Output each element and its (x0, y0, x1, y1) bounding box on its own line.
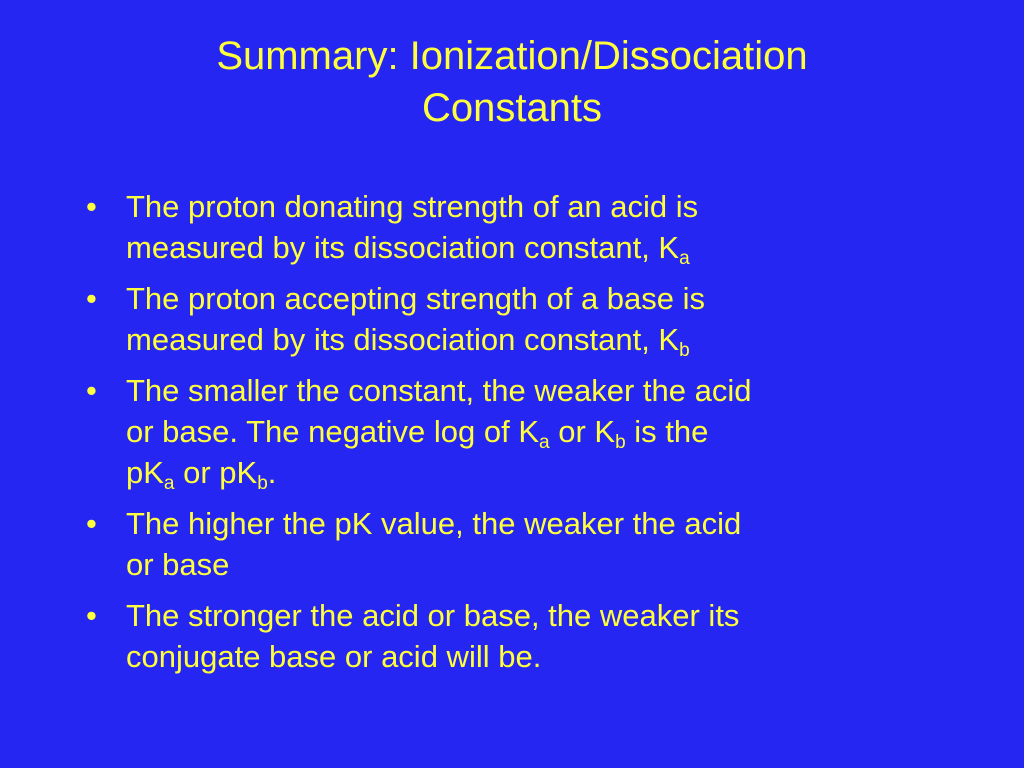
bullet-item (84, 370, 964, 493)
subscript: b (615, 432, 626, 453)
bullet-text: or base. The negative log of K (126, 414, 540, 449)
bullet-text: pK (126, 455, 164, 490)
bullet-item (84, 595, 964, 677)
bullet-item (84, 503, 964, 585)
subscript: a (679, 248, 690, 269)
bullet-text: is the (625, 414, 709, 449)
bullet-item (84, 186, 964, 268)
bullet-text-line: The proton accepting strength of a base is (126, 281, 706, 316)
bullet-text: measured by its dissociation constant, K (126, 230, 680, 265)
bullet-text: . (267, 455, 277, 490)
slide-title (60, 30, 964, 134)
bullet-text-line (126, 411, 964, 452)
subscript: b (257, 473, 268, 494)
bullet-text-line (126, 227, 964, 268)
bullet-text: or K (549, 414, 616, 449)
bullet-text-line: conjugate base or acid will be. (126, 639, 542, 674)
subscript: a (539, 432, 550, 453)
bullet-text-line: or base (126, 547, 230, 582)
bullet-item (84, 278, 964, 360)
bullet-text: or pK (174, 455, 258, 490)
bullet-dot-icon: • (86, 373, 97, 408)
bullet-dot-icon: • (86, 189, 97, 224)
title-line-1: Summary: Ionization/Dissociation (216, 34, 808, 78)
bullet-text-line: The smaller the constant, the weaker the acid (126, 373, 752, 408)
bullet-text: measured by its dissociation constant, K (126, 322, 680, 357)
bullet-dot-icon: • (86, 281, 97, 316)
bullet-text-line: The stronger the acid or base, the weaker its (126, 598, 740, 633)
subscript: a (163, 473, 175, 494)
subscript: b (679, 340, 690, 361)
bullet-dot-icon: • (86, 506, 97, 541)
bullet-text-line (126, 452, 964, 493)
bullet-text-line: The higher the pK value, the weaker the acid (126, 506, 742, 541)
title-line-2: Constants (421, 86, 603, 130)
bullet-text-line: The proton donating strength of an acid is (126, 189, 699, 224)
bullet-list (84, 186, 964, 687)
bullet-dot-icon: • (86, 598, 97, 633)
bullet-text-line (126, 319, 964, 360)
